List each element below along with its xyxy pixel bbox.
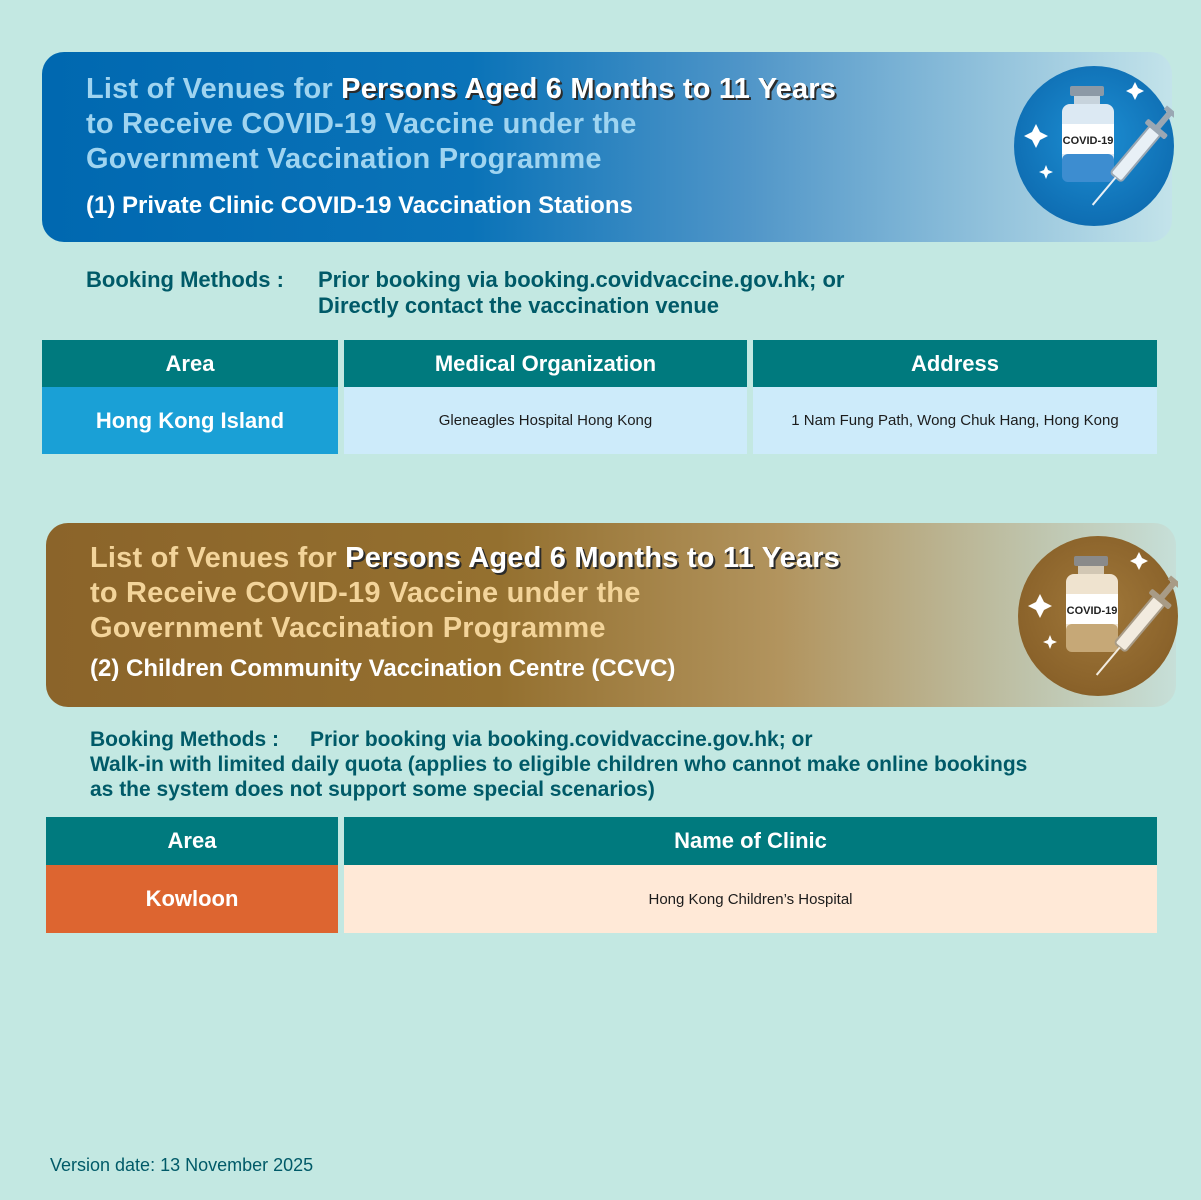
section1-title-prefix: List of Venues for — [86, 73, 342, 105]
section2-banner — [46, 523, 1176, 707]
section1-header-area: Area — [42, 340, 338, 387]
vaccine-vial-syringe-icon — [1014, 66, 1174, 226]
table-row-organization: Gleneagles Hospital Hong Kong — [344, 387, 747, 454]
section2-booking-methods — [90, 727, 1027, 802]
section1-booking-line2: Directly contact the vaccination venue — [318, 293, 720, 318]
section2-title — [90, 541, 840, 646]
table-row-clinic: Hong Kong Children’s Hospital — [344, 865, 1157, 933]
section2-booking-line2: Walk-in with limited daily quota (applies to eligible children who cannot make online bookings — [90, 753, 1028, 776]
section1-title-highlight: Persons Aged 6 Months to 11 Years — [341, 73, 837, 105]
section2-header-area: Area — [46, 817, 338, 865]
table-row-address: 1 Nam Fung Path, Wong Chuk Hang, Hong Kong — [753, 387, 1157, 454]
section1-title-line2: to Receive COVID-19 Vaccine under the — [86, 108, 637, 140]
section2-vial-label: COVID-19 — [1066, 605, 1118, 617]
section1-booking-methods — [86, 267, 844, 319]
section2-title-line3: Government Vaccination Programme — [90, 612, 606, 644]
table-row-area: Hong Kong Island — [42, 387, 338, 454]
table-row-area: Kowloon — [46, 865, 338, 933]
vaccine-vial-syringe-icon — [1018, 536, 1178, 696]
section1-header-address: Address — [753, 340, 1157, 387]
section1-subtitle: (1) Private Clinic COVID-19 Vaccination Stations — [86, 192, 633, 219]
section1-title — [86, 72, 836, 177]
section1-booking-label: Booking Methods : — [86, 267, 284, 292]
section1-banner — [42, 52, 1172, 242]
version-date: Version date: 13 November 2025 — [50, 1155, 314, 1175]
section2-title-highlight: Persons Aged 6 Months to 11 Years — [345, 542, 841, 574]
section1-vial-label: COVID-19 — [1062, 135, 1114, 147]
section2-booking-line3: as the system does not support some special scenarios) — [90, 778, 655, 801]
section2-title-line2: to Receive COVID-19 Vaccine under the — [90, 577, 641, 609]
section2-booking-label: Booking Methods : — [90, 728, 279, 751]
section1-title-line3: Government Vaccination Programme — [86, 143, 602, 175]
section2-booking-line1: Prior booking via booking.covidvaccine.gov.hk; or — [310, 728, 813, 751]
section2-title-prefix: List of Venues for — [90, 542, 346, 574]
section2-subtitle: (2) Children Community Vaccination Centre (CCVC) — [90, 655, 676, 682]
section2-header-clinic: Name of Clinic — [344, 817, 1157, 865]
section1-booking-line1: Prior booking via booking.covidvaccine.gov.hk; or — [318, 267, 845, 292]
section1-header-organization: Medical Organization — [344, 340, 747, 387]
